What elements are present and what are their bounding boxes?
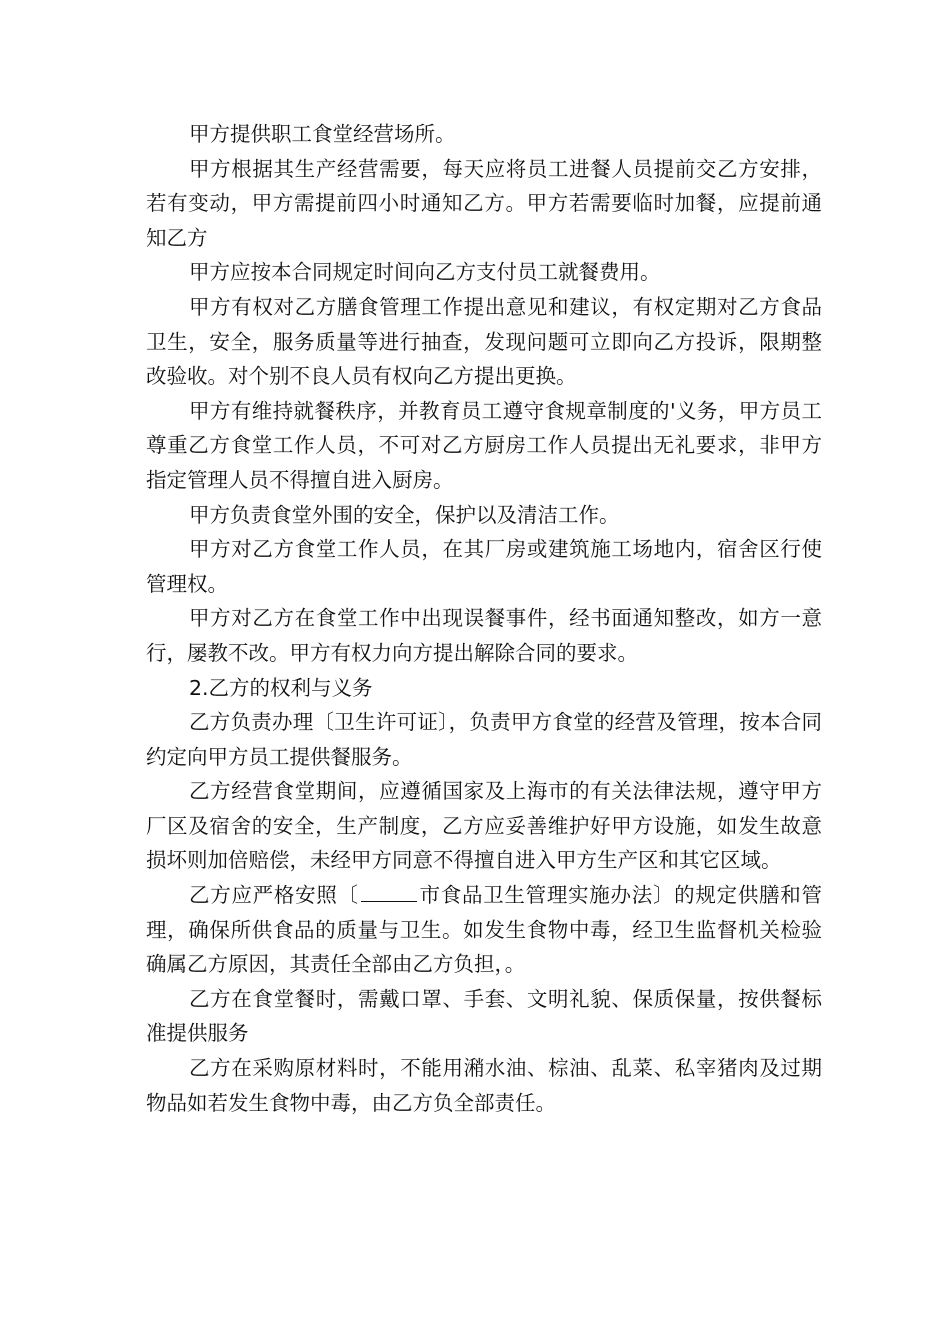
paragraph-management-rights: 甲方对乙方食堂工作人员，在其厂房或建筑施工场地内，宿舍区行使管理权。 <box>146 537 822 596</box>
paragraph-canteen-premises: 甲方提供职工食堂经营场所。 <box>189 122 456 146</box>
paragraph-dining-order: 甲方有维持就餐秩序，并教育员工遵守食规章制度的'义务，甲方员工尊重乙方食堂工作人员，不可对乙方厨房工作人员提出无礼要求，非甲方指定管理人员不得擅自进入厨房。 <box>146 398 822 492</box>
paragraph-supervision: 甲方有权对乙方膳食管理工作提出意见和建议，有权定期对乙方食品卫生，安全，服务质量等进行抽查，发现问题可立即向乙方投诉，限期整改验收。对个别不良人员有权向乙方提出更换。 <box>146 294 822 389</box>
paragraph-service-standard: 乙方在食堂餐时，需戴口罩、手套、文明礼貌、保质保量，按供餐标准提供服务 <box>146 986 822 1046</box>
food-hygiene-text-after: 市食品卫生管理实施办法〕的规定供膳和管理，确保所供食品的质量与卫生。如发生食物中毒，经卫生监督机关检验确属乙方原因，其责任全部由乙方负担，。 <box>146 883 823 977</box>
paragraph-perimeter-safety: 甲方负责食堂外围的安全，保护以及清洁工作。 <box>189 502 620 527</box>
paragraph-health-license: 乙方负责办理〔卫生许可证〕，负责甲方食堂的经营及管理，按本合同约定向甲方员工提供餐服务。 <box>146 710 822 769</box>
paragraph-termination: 甲方对乙方在食堂工作中出现误餐事件，经书面通知整改，如方一意行，屡教不改。甲方有权力向方提出解除合同的要求。 <box>146 606 822 665</box>
fill-in-blank <box>361 881 417 902</box>
food-hygiene-text-before: 乙方应严格安照〔 <box>189 883 359 908</box>
section-heading: 2.乙方的权利与义务 <box>189 675 373 700</box>
paragraph-meal-arrangement: 甲方根据其生产经营需要，每天应将员工进餐人员提前交乙方安排，若有变动，甲方需提前四小时通知乙方。甲方若需要临时加餐，应提前通知乙方 <box>146 156 822 250</box>
paragraph-food-hygiene <box>146 878 822 982</box>
paragraph-payment: 甲方应按本合同规定时间向乙方支付员工就餐费用。 <box>189 260 661 285</box>
paragraph-regulations: 乙方经营食堂期间，应遵循国家及上海市的有关法律法规，遵守甲方厂区及宿舍的安全，生产制度，乙方应妥善维护好甲方设施，如发生故意损坏则加倍赔偿，未经甲方同意不得擅自进入甲方生产区和其它区域。 <box>146 779 822 873</box>
document-body <box>146 117 822 1120</box>
paragraph-procurement: 乙方在采购原材料时，不能用潲水油、棕油、乱菜、私宰猪肉及过期物品如若发生食物中毒，由乙方负全部责任。 <box>146 1056 822 1115</box>
